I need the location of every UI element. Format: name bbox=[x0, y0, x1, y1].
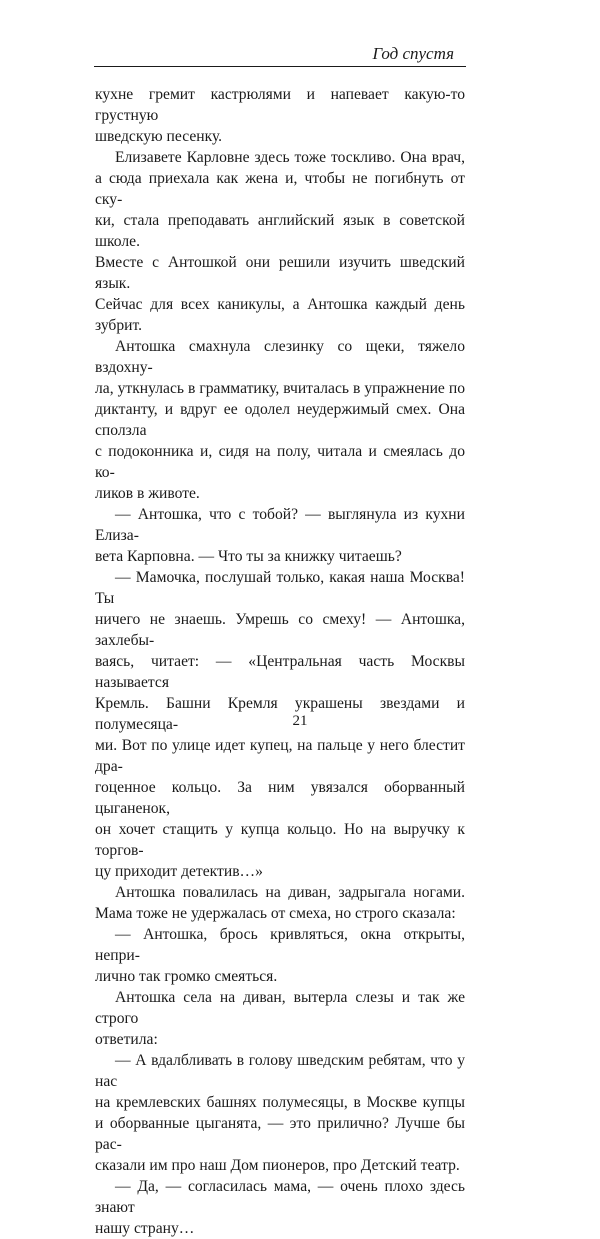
text-line: Антошка повалилась на диван, задрыгала ногами. bbox=[115, 884, 465, 901]
paragraph bbox=[95, 147, 465, 336]
text-line: а сюда приехала как жена и, чтобы не погибнуть от ску- bbox=[95, 170, 465, 208]
text-line: диктанту, и вдруг ее одолел неудержимый смех. Она сползла bbox=[95, 401, 465, 439]
text-line: ликов в животе. bbox=[95, 485, 200, 502]
paragraph bbox=[95, 1050, 465, 1176]
text-line: ничего не знаешь. Умрешь со смеху! — Антошка, захлебы- bbox=[95, 611, 465, 649]
paragraph bbox=[95, 1176, 465, 1239]
text-line: Елизавете Карловне здесь тоже тоскливо. Она врач, bbox=[115, 149, 465, 166]
page-number: 21 bbox=[292, 713, 308, 729]
text-line: Кремль. Башни Кремля украшены звездами и полумесяца- bbox=[95, 695, 465, 733]
header-rule bbox=[94, 66, 466, 67]
text-line: шведскую песенку. bbox=[95, 128, 223, 145]
text-line: он хочет стащить у купца кольцо. Но на выручку к торгов- bbox=[95, 821, 465, 859]
text-line: лично так громко смеяться. bbox=[95, 968, 278, 985]
text-line: Мама тоже не удержалась от смеха, но строго сказала: bbox=[95, 905, 456, 922]
text-line: на кремлевских башнях полумесяцы, в Москве купцы bbox=[95, 1094, 465, 1111]
text-line: цу приходит детектив…» bbox=[95, 863, 263, 880]
text-line: — Мамочка, послушай только, какая наша Москва! Ты bbox=[95, 569, 465, 607]
text-line: ответила: bbox=[95, 1031, 158, 1048]
text-line: ваясь, читает: — «Центральная часть Москвы называется bbox=[95, 653, 465, 691]
body-text bbox=[95, 84, 465, 1239]
text-line: вета Карповна. — Что ты за книжку читаешь? bbox=[95, 548, 402, 565]
text-line: с подоконника и, сидя на полу, читала и смеялась до ко- bbox=[95, 443, 465, 481]
text-line: сказали им про наш Дом пионеров, про Детский театр. bbox=[95, 1157, 460, 1174]
text-line: Антошка смахнула слезинку со щеки, тяжело вздохну- bbox=[95, 338, 465, 376]
paragraph bbox=[95, 84, 465, 147]
paragraph bbox=[95, 882, 465, 924]
text-line: кухне гремит кастрюлями и напевает какую-то грустную bbox=[95, 86, 465, 124]
paragraph bbox=[95, 987, 465, 1050]
running-head-title: Год спустя bbox=[372, 44, 454, 63]
text-line: — Антошка, что с тобой? — выглянула из кухни Елиза- bbox=[95, 506, 465, 544]
text-line: — Да, — согласилась мама, — очень плохо здесь знают bbox=[95, 1178, 465, 1216]
running-head bbox=[94, 44, 466, 68]
text-line: гоценное кольцо. За ним увязался оборванный цыганенок, bbox=[95, 779, 465, 817]
text-line: — А вдалбливать в голову шведским ребятам, что у нас bbox=[95, 1052, 465, 1090]
text-line: ки, стала преподавать английский язык в советской школе. bbox=[95, 212, 465, 250]
text-line: Вместе с Антошкой они решили изучить шведский язык. bbox=[95, 254, 465, 292]
text-line: — Антошка, брось кривляться, окна открыты, непри- bbox=[95, 926, 465, 964]
text-line: нашу страну… bbox=[95, 1220, 195, 1237]
text-line: Сейчас для всех каникулы, а Антошка каждый день зубрит. bbox=[95, 296, 465, 334]
text-line: ла, уткнулась в грамматику, вчиталась в упражнение по bbox=[95, 380, 465, 397]
text-line: и оборванные цыганята, — это прилично? Лучше бы рас- bbox=[95, 1115, 465, 1153]
text-line: Антошка села на диван, вытерла слезы и так же строго bbox=[95, 989, 465, 1027]
paragraph bbox=[95, 504, 465, 567]
paragraph bbox=[95, 924, 465, 987]
text-line: ми. Вот по улице идет купец, на пальце у него блестит дра- bbox=[95, 737, 465, 775]
paragraph bbox=[95, 336, 465, 504]
